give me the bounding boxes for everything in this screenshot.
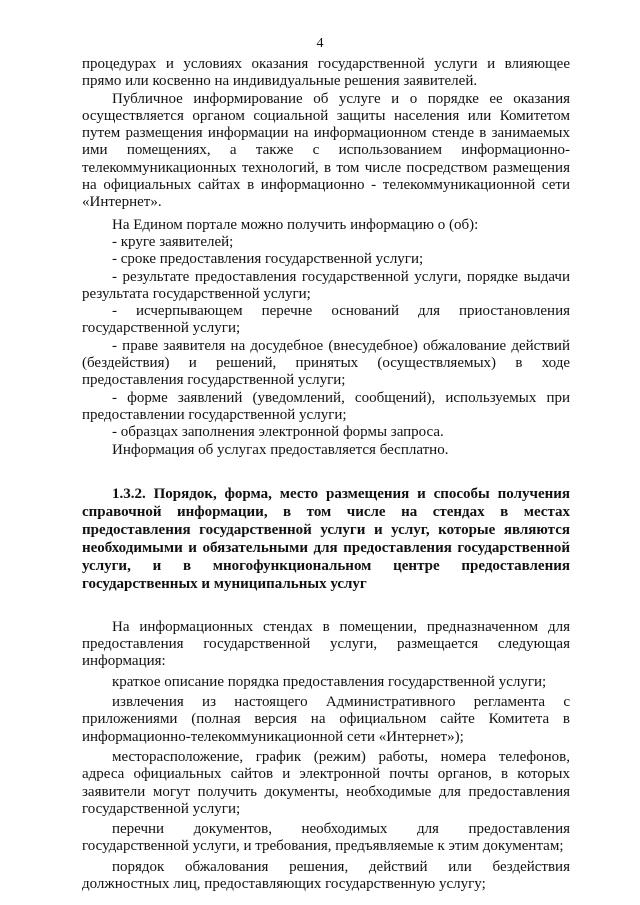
- list-item: - форме заявлений (уведомлений, сообщений), используемых при предоставлении государственной услуги;: [82, 389, 570, 423]
- list-item: месторасположение, график (режим) работы, номера телефонов, адреса официальных сайтов и электронной почты органов, в которых заявители могут получить документы, необходимые для предоставления государственной услуги;: [82, 748, 570, 817]
- list-item: - результате предоставления государственной услуги, порядке выдачи результата государственной услуги;: [82, 268, 570, 302]
- paragraph: процедурах и условиях оказания государственной услуги и влияющее прямо или косвенно на индивидуальные решения заявителей.: [82, 56, 570, 90]
- list-item: - образцах заполнения электронной формы запроса.: [112, 424, 444, 441]
- page-number: 4: [316, 36, 324, 51]
- list-item: - исчерпывающем перечне оснований для приостановления государственной услуги;: [82, 303, 570, 337]
- list-item: порядок обжалования решения, действий или бездействия должностных лиц, предоставляющих государственную услугу;: [82, 858, 570, 892]
- paragraph: На информационных стендах в помещении, предназначенном для предоставления государственной услуги, размещается следующая информация:: [82, 618, 570, 670]
- list-item: извлечения из настоящего Административного регламента с приложениями (полная версия на официальном сайте Комитета в информационно-телекоммуникационной сети «Интернет»);: [82, 694, 570, 745]
- section-heading: 1.3.2. Порядок, форма, место размещения и способы получения справочной информации, в том числе на стендах в местах предоставления государственной услуги и услуг, которые являются необходимыми и обязательными для предоставления государственной услуги, и в многофункциональном центре предоставления государственных и муниципальных услуг: [82, 485, 570, 592]
- list-item: - круге заявителей;: [112, 233, 234, 250]
- list-item: - праве заявителя на досудебное (внесудебное) обжалование действий (бездействия) и решений, принятых (осуществляемых) в ходе предоставления государственной услуги;: [82, 337, 570, 389]
- document-body: [82, 56, 570, 893]
- list-item: краткое описание порядка предоставления государственной услуги;: [112, 673, 547, 690]
- paragraph: На Едином портале можно получить информацию о (об):: [112, 216, 479, 233]
- list-item: - сроке предоставления государственной услуги;: [112, 251, 424, 268]
- list-item: перечни документов, необходимых для предоставления государственной услуги, и требования, предъявляемые к этим документам;: [82, 821, 570, 855]
- paragraph: Публичное информирование об услуге и о порядке ее оказания осуществляется органом социальной защиты населения или Комитетом путем размещения информации на информационном стенде в занимаемых ими помещениях, а также с использованием информационно-телекоммуникационных технологий, в том числе посредством размещения на официальных сайтах в информационно - телекоммуникационной сети «Интернет».: [82, 90, 570, 211]
- paragraph: Информация об услугах предоставляется бесплатно.: [112, 441, 449, 458]
